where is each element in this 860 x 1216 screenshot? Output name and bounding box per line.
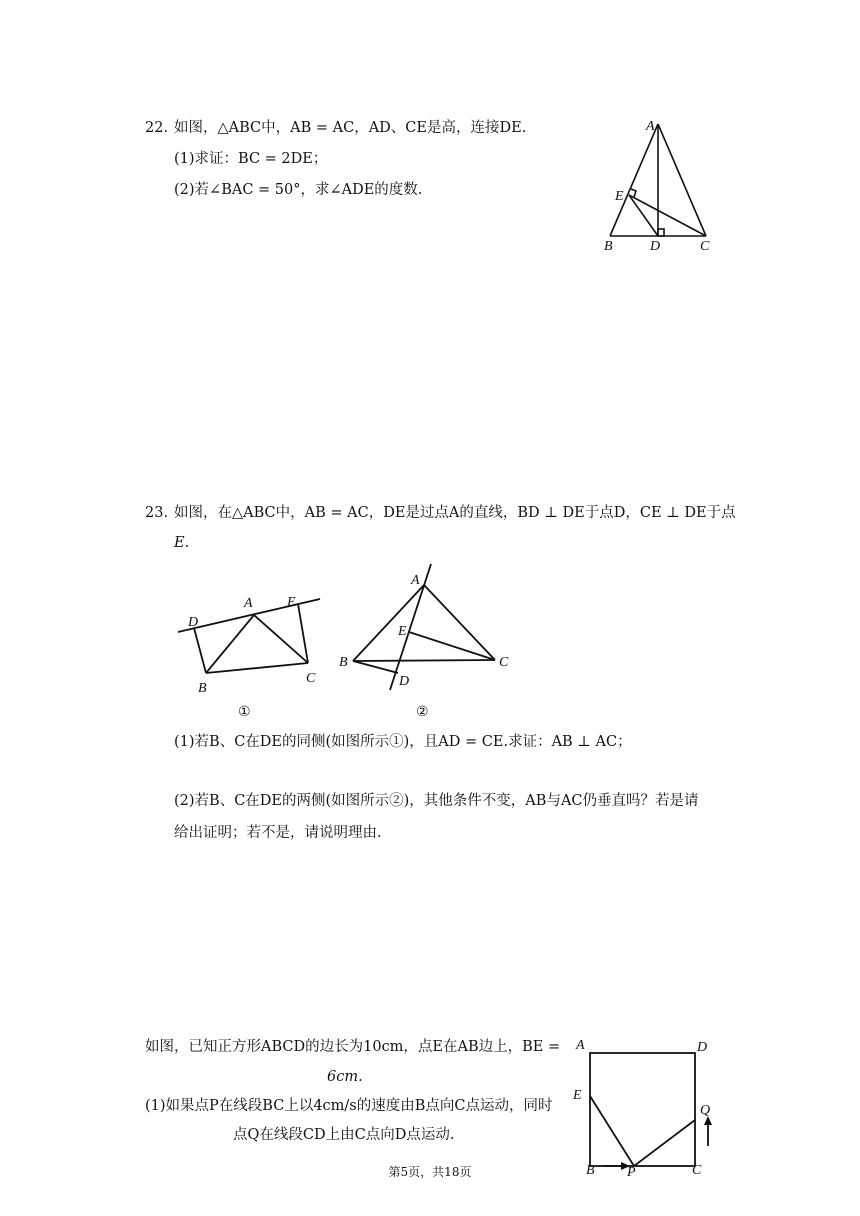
- q24-stem-line1-cont: 6cm.: [327, 1069, 363, 1085]
- q24-figure: [570, 1036, 720, 1178]
- q22-part2: (2)若∠BAC = 50°，求∠ADE的度数.: [174, 182, 423, 198]
- q23-fig2-label-D: D: [399, 674, 410, 689]
- q23-fig2-label-C: C: [499, 655, 509, 670]
- q24-label-C: C: [692, 1163, 702, 1178]
- q23-fig1-label-A: A: [244, 596, 253, 611]
- q24-stem-line1: 如图，已知正方形ABCD的边长为10cm，点E在AB边上，BE =: [145, 1039, 561, 1055]
- q24-part1-line1: (1)如果点P在线段BC上以4cm/s的速度由B点向C点运动，同时: [145, 1098, 553, 1114]
- q24-label-B: B: [586, 1163, 595, 1178]
- q24-label-E: E: [573, 1088, 582, 1103]
- q24-label-P: P: [627, 1165, 636, 1180]
- q23-fig2-label-A: A: [411, 573, 420, 588]
- q23-fig2-label-E: E: [398, 624, 407, 639]
- q23-number: 23.: [145, 505, 169, 521]
- q23-figure-1: [170, 580, 330, 720]
- q24-part1-line2: 点Q在线段CD上由C点向D点运动.: [233, 1127, 455, 1143]
- q23-fig2-caption: ②: [416, 705, 429, 720]
- q22-label-C: C: [700, 239, 710, 254]
- q22-label-D: D: [650, 239, 661, 254]
- q23-fig2-label-B: B: [339, 655, 348, 670]
- q23-stem: 如图，在△ABC中，AB = AC，DE是过点A的直线，BD ⊥ DE于点D，CE ⊥ DE于点: [174, 505, 736, 521]
- q23-part1: (1)若B、C在DE的同侧(如图所示①)，且AD = CE.求证：AB ⊥ AC；: [174, 734, 632, 750]
- q22-label-E: E: [615, 189, 624, 204]
- q23-figure-2: [335, 560, 520, 720]
- q22-label-A: A: [646, 119, 655, 134]
- q23-part2-line1: (2)若B、C在DE的两侧(如图所示②)，其他条件不变，AB与AC仍垂直吗？若是请: [174, 793, 699, 809]
- q24-label-Q: Q: [700, 1103, 711, 1118]
- q22-stem: 如图，△ABC中，AB = AC，AD、CE是高，连接DE.: [174, 120, 527, 136]
- q24-label-D: D: [697, 1040, 708, 1055]
- q23-part2-line2: 给出证明；若不是，请说明理由.: [174, 825, 382, 841]
- q23-fig1-label-D: D: [188, 615, 199, 630]
- q23-stem-cont: E.: [174, 535, 190, 551]
- q23-fig1-label-C: C: [306, 671, 316, 686]
- q22-figure: [600, 112, 725, 257]
- page-footer: 第5页，共18页: [388, 1165, 472, 1179]
- q23-fig1-label-E: E: [287, 595, 296, 610]
- q22-part1: (1)求证：BC = 2DE；: [174, 151, 328, 167]
- q22-number: 22.: [145, 120, 169, 136]
- q23-fig1-label-B: B: [198, 681, 207, 696]
- q23-fig1-caption: ①: [238, 705, 251, 720]
- q24-label-A: A: [576, 1038, 585, 1053]
- q22-label-B: B: [604, 239, 613, 254]
